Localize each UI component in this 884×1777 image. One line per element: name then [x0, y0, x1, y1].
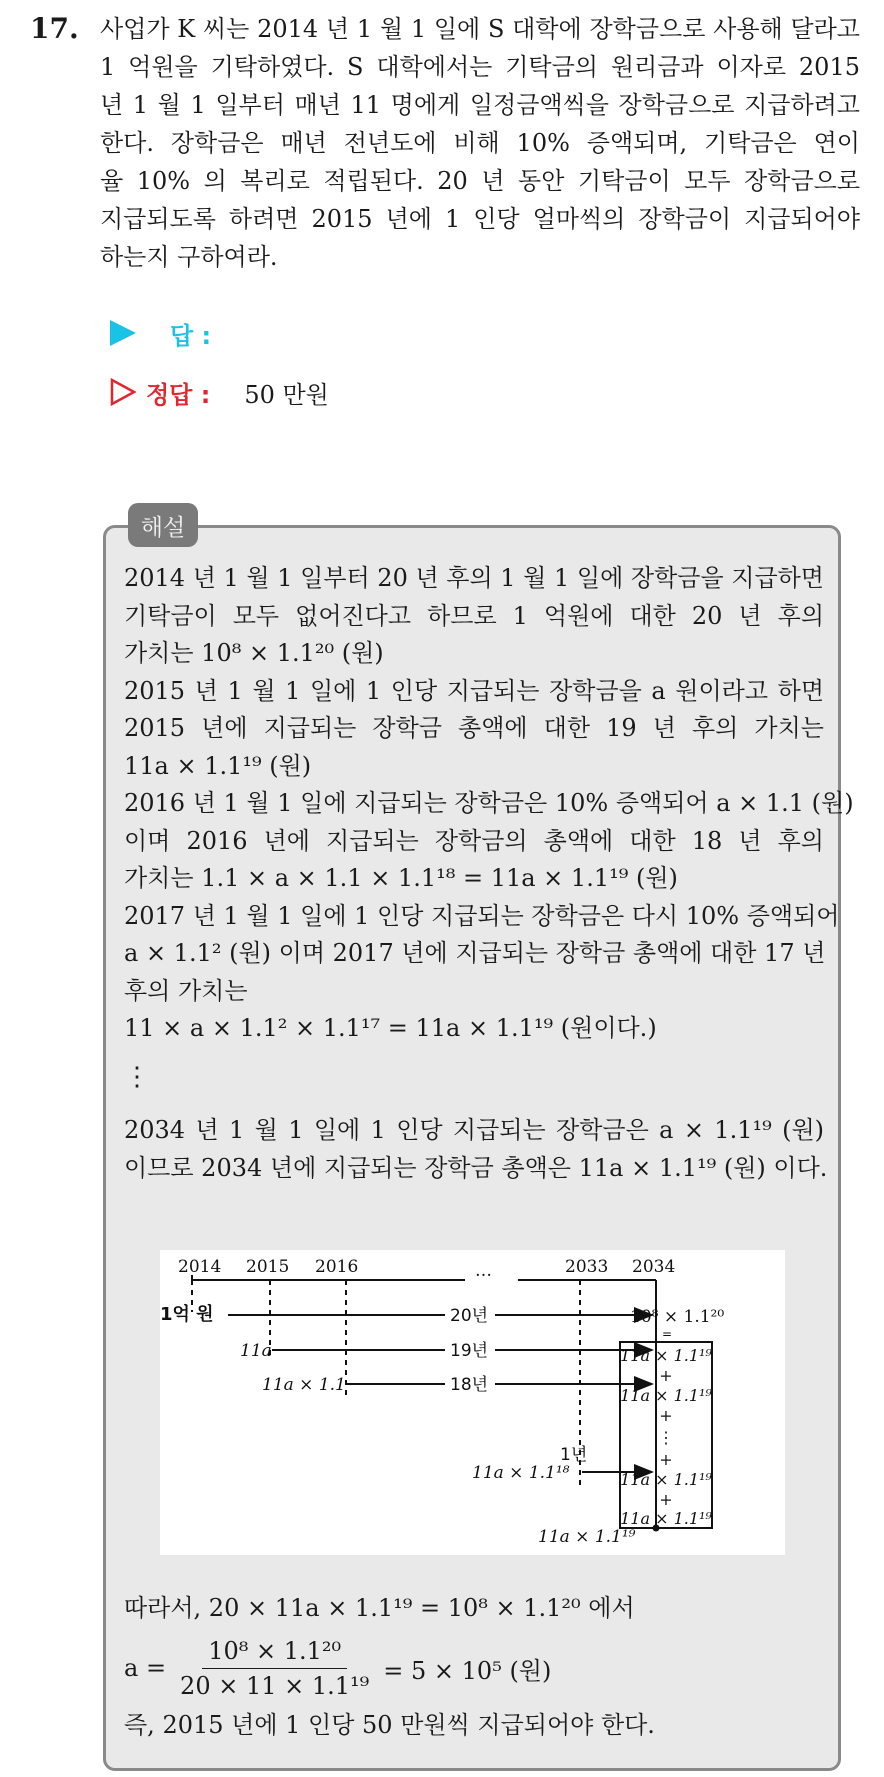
sum-term: 11a × 1.1¹⁹: [620, 1386, 712, 1405]
answer-label: 답 :: [170, 321, 212, 350]
plus-sign: +: [659, 1450, 673, 1469]
conclusion-equation: 따라서, 20 × 11a × 1.1¹⁹ = 10⁸ × 1.1²⁰ 에서: [124, 1594, 635, 1622]
solution-line: 기탁금이 모두 없어진다고 하므로 1 억원에 대한 20 년 후의: [124, 601, 824, 630]
solution-line: a × 1.1² (원) 이며 2017 년에 지급되는 장학금 총액에 대한 17 년: [124, 939, 826, 967]
ellipsis-label: …: [475, 1261, 492, 1281]
problem-line: 년 1 월 1 일부터 매년 11 명에게 일정금액씩을 장학금으로 지급하려고: [100, 91, 860, 119]
correct-answer-label: 정답 :: [146, 380, 211, 409]
solution-line: 2017 년 1 월 1 일에 1 인당 지급되는 장학금은 다시 10% 증액되어: [124, 901, 840, 930]
solution-line: 이며 2016 년에 지급되는 장학금의 총액에 대한 18 년 후의: [124, 826, 824, 855]
fraction-numerator: 10⁸ × 1.1²⁰: [202, 1637, 347, 1669]
row-start-label: 11a × 1.1¹⁹: [538, 1527, 636, 1547]
problem-line: 율 10% 의 복리로 적립된다. 20 년 동안 기탁금이 모두 장학금으로: [100, 167, 860, 195]
problem-line: 1 억원을 기탁하였다. S 대학에서는 기탁금의 원리금과 이자로 2015: [100, 53, 860, 81]
fraction: [174, 1637, 375, 1700]
row-start-label: 11a × 1.1¹⁸: [472, 1463, 570, 1483]
outline-triangle-icon: [110, 378, 136, 406]
solution-line: 2015 년 1 월 1 일에 1 인당 지급되는 장학금을 a 원이라고 하면: [124, 676, 824, 705]
solution-tag: 해설: [128, 503, 198, 547]
problem-line: 한다. 장학금은 매년 전년도에 비해 10% 증액되며, 기탁금은 연이: [100, 129, 860, 157]
solution-line: 11a × 1.1¹⁹ (원): [124, 751, 312, 780]
total-value-label: 10⁸ × 1.1²⁰: [630, 1307, 725, 1327]
year-label: 2033: [565, 1257, 609, 1277]
solution-line: 이므로 2034 년에 지급되는 장학금 총액은 11a × 1.1¹⁹ (원) 이다.: [124, 1153, 828, 1182]
fraction-denominator: 20 × 11 × 1.1¹⁹: [180, 1671, 370, 1700]
row-start-label: 11a: [240, 1341, 272, 1361]
sum-term: 11a × 1.1¹⁹: [620, 1509, 712, 1528]
principal-label: 1억 원: [160, 1304, 214, 1325]
correct-answer-value: 50 만원: [244, 380, 329, 409]
plus-sign: +: [659, 1366, 673, 1385]
solution-line: 가치는 10⁸ × 1.1²⁰ (원): [124, 639, 384, 667]
solution-line: 2034 년 1 월 1 일에 1 인당 지급되는 장학금은 a × 1.1¹⁹ (원): [124, 1116, 824, 1144]
conclusion-fraction: [124, 1630, 551, 1706]
sum-term: 11a × 1.1¹⁹: [620, 1470, 712, 1489]
problem-line: 사업가 K 씨는 2014 년 1 월 1 일에 S 대학에 장학금으로 사용해 달라고: [100, 15, 860, 43]
conclusion-sentence: 즉, 2015 년에 1 인당 50 만원씩 지급되어야 한다.: [124, 1711, 655, 1739]
equals-sign: =: [662, 1327, 673, 1341]
year-label: 2015: [246, 1257, 290, 1277]
answer-row: [110, 316, 211, 350]
year-label: 2016: [315, 1257, 359, 1277]
fraction-rhs: = 5 × 10⁵ (원): [383, 1656, 552, 1685]
correct-answer-row: [110, 375, 329, 409]
span-label: 1년: [560, 1445, 588, 1465]
solution-body: [124, 560, 854, 1048]
year-label: 2014: [178, 1257, 222, 1277]
problem-line: 지급되도록 하려면 2015 년에 1 인당 얼마씩의 장학금이 지급되어야: [100, 205, 860, 233]
problem-number: 17.: [30, 12, 79, 45]
vertical-ellipsis: ⋮: [124, 1062, 150, 1092]
span-label: 18년: [450, 1375, 489, 1395]
problem-statement: [100, 10, 860, 276]
solution-line: 2014 년 1 월 1 일부터 20 년 후의 1 월 1 일에 장학금을 지급하면: [124, 564, 824, 592]
plus-sign: +: [659, 1490, 673, 1509]
span-label: 20년: [450, 1306, 489, 1326]
span-label: 19년: [450, 1341, 489, 1361]
play-triangle-icon: [110, 320, 136, 346]
solution-line: 가치는 1.1 × a × 1.1 × 1.1¹⁸ = 11a × 1.1¹⁹ (원): [124, 864, 678, 892]
solution-line: 11 × a × 1.1² × 1.1¹⁷ = 11a × 1.1¹⁹ (원이다.): [124, 1014, 657, 1042]
year-label: 2034: [632, 1257, 676, 1277]
timeline-diagram: [160, 1250, 785, 1555]
problem-line: 하는지 구하여라.: [100, 243, 278, 271]
solution-line: 2016 년 1 월 1 일에 지급되는 장학금은 10% 증액되어 a × 1.1 (원): [124, 789, 854, 817]
row-start-label: 11a × 1.1: [262, 1375, 346, 1395]
plus-sign: +: [659, 1406, 673, 1425]
solution-line: 후의 가치는: [124, 976, 248, 1005]
fraction-lhs: a =: [124, 1654, 167, 1682]
sum-term: 11a × 1.1¹⁹: [620, 1346, 712, 1365]
solution-line: 2015 년에 지급되는 장학금 총액에 대한 19 년 후의 가치는: [124, 714, 824, 742]
solution-body-2: [124, 1112, 828, 1187]
vertical-ellipsis: ⋮: [658, 1428, 674, 1447]
sum-stack: [620, 1346, 712, 1528]
